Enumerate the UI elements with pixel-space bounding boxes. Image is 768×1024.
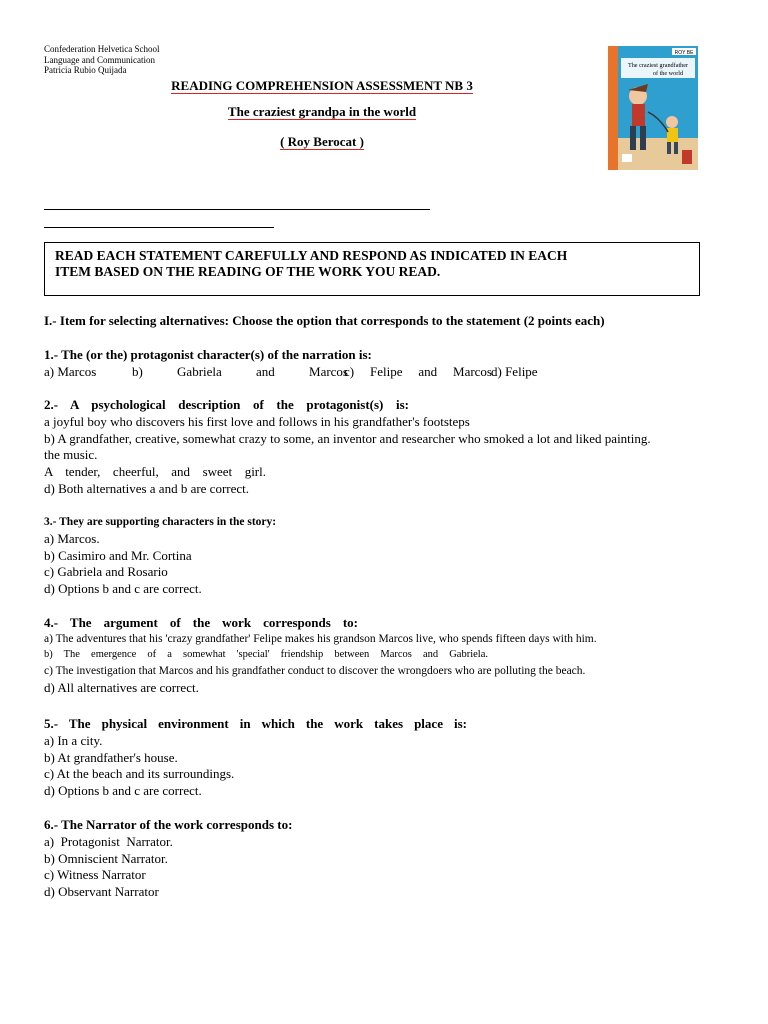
option-c[interactable]: c) Gabriela and Rosario (44, 564, 168, 580)
subject-name: Language and Communication (44, 54, 155, 65)
option-d[interactable]: d) Felipe (491, 363, 538, 379)
school-name: Confederation Helvetica School (44, 44, 160, 54)
option-d[interactable]: d) Options b and c are correct. (44, 581, 202, 597)
question-1 (44, 347, 734, 381)
question-6-heading: 6.- The Narrator of the work corresponds to: (44, 817, 293, 832)
option-a[interactable]: a) In a city. (44, 732, 103, 748)
author-name: ( Roy Berocat ) (280, 134, 364, 149)
question-2-heading: 2.- A psychological description of the protagonist(s) is: (44, 397, 409, 412)
option-c[interactable]: c) Witness Narrator (44, 867, 146, 883)
option-a[interactable]: a) Marcos. (44, 530, 100, 546)
option-b-continued: the music. (44, 447, 98, 463)
cover-title-1: The craziest grandfather (627, 62, 689, 69)
option-d[interactable]: d) All alternatives are correct. (44, 680, 199, 696)
option-c[interactable]: c) At the beach and its surroundings. (44, 766, 235, 782)
question-2 (44, 397, 734, 498)
question-5 (44, 716, 734, 800)
cover-title-2: of the world (652, 70, 684, 77)
name-line[interactable] (44, 209, 430, 210)
option-b[interactable]: b) Gabriela and Marcos (132, 363, 348, 379)
option-c[interactable]: c) Felipe and Marcos (344, 363, 492, 379)
option-a[interactable]: a joyful boy who discovers his first love and follows in his grandfather's footsteps (44, 413, 470, 429)
question-5-heading: 5.- The physical environment in which the work takes place is: (44, 716, 467, 731)
option-d[interactable]: d) Options b and c are correct. (44, 783, 202, 799)
option-a[interactable]: a) Marcos (44, 363, 97, 379)
course-line[interactable] (44, 227, 274, 228)
cover-author: ROY BE (674, 50, 694, 56)
book-cover-image (608, 46, 698, 170)
question-4-heading: 4.- The argument of the work corresponds to: (44, 615, 358, 630)
question-3-heading: 3.- They are supporting characters in the story: (44, 516, 277, 528)
option-c[interactable]: A tender, cheerful, and sweet girl. (44, 464, 266, 480)
teacher-name: Patricia Rubio Quijada (44, 65, 127, 75)
option-a[interactable]: a) The adventures that his 'crazy grandfather' Felipe makes his grandson Marcos live, who spends fifteen days with him. (44, 632, 597, 645)
option-b[interactable]: b) A grandfather, creative, somewhat crazy to some, an inventor and researcher who smoked a lot and liked painting. (44, 430, 651, 446)
option-b[interactable]: b) Omniscient Narrator. (44, 850, 168, 866)
option-c[interactable]: c) The investigation that Marcos and his grandfather conduct to discover the wrongdoers who are polluting the beach. (44, 665, 586, 678)
assessment-title: READING COMPREHENSION ASSESSMENT NB 3 (171, 78, 473, 93)
option-b[interactable]: b) Casimiro and Mr. Cortina (44, 547, 192, 563)
option-d[interactable]: d) Both alternatives a and b are correct. (44, 480, 250, 496)
book-title: The craziest grandpa in the world (227, 104, 417, 119)
question-3 (44, 514, 734, 598)
question-1-heading: 1.- The (or the) protagonist character(s) of the narration is: (44, 347, 372, 362)
option-b[interactable]: b) At grandfather's house. (44, 749, 178, 765)
option-b[interactable]: b) The emergence of a somewhat 'special' friendship between Marcos and Gabriela. (44, 649, 488, 661)
instructions-box (44, 242, 700, 296)
instructions-line-2: ITEM BASED ON THE READING OF THE WORK YOU READ. (55, 264, 441, 279)
question-6 (44, 817, 734, 901)
section-heading: I.- Item for selecting alternatives: Choose the option that corresponds to the statement (2 points each) (44, 313, 605, 328)
school-header (44, 44, 159, 76)
question-4 (44, 615, 734, 697)
option-a[interactable]: a) Protagonist Narrator. (44, 833, 173, 849)
option-d[interactable]: d) Observant Narrator (44, 884, 159, 900)
question-1-options (44, 364, 734, 381)
instructions-line-1: READ EACH STATEMENT CAREFULLY AND RESPOND AS INDICATED IN EACH (55, 248, 568, 263)
